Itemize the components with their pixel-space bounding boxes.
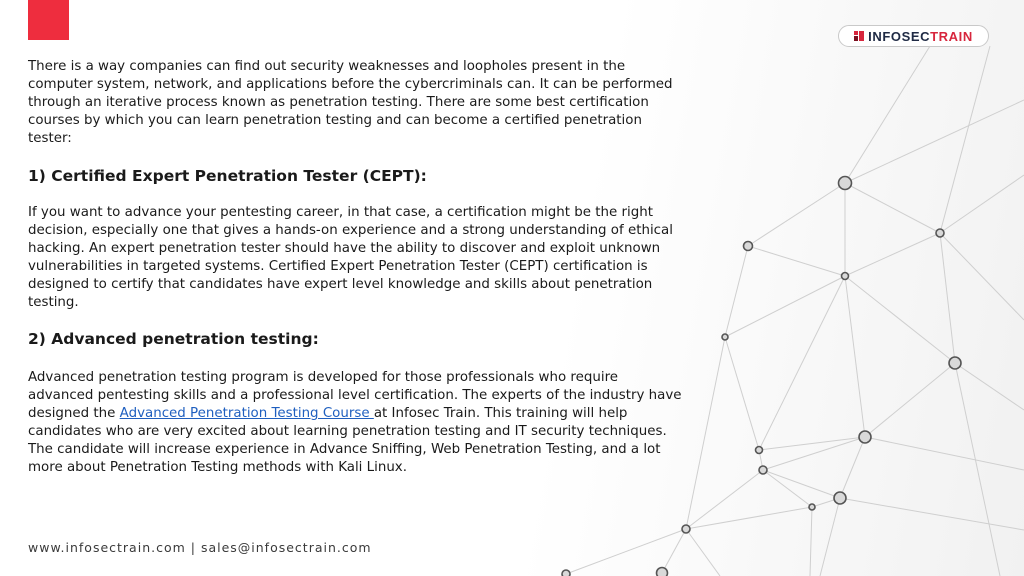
logo-text-train: TRAIN xyxy=(930,28,973,44)
section-heading-cept: 1) Certified Expert Penetration Tester (CEPT): xyxy=(28,167,427,185)
cept-paragraph: If you want to advance your pentesting career, in that case, a certification might be the right decision, especially one that gives a hands-on experience and a strong understanding of ethical hacking. An expert penetration tester should have the ability to discover and exploit unknown vulnerabilities in targeted systems. Certified Expert Penetration Tester (CEPT) certification is designed to certify that candidates have expert level knowledge and skills about penetration testing. xyxy=(28,205,673,310)
footer-contact: www.infosectrain.com | sales@infosectrain.com xyxy=(28,540,372,555)
section-heading-advanced: 2) Advanced penetration testing: xyxy=(28,330,319,348)
advanced-text-before: Advanced penetration testing program is developed for those professionals who require advanced pentesting skills and a professional level certification. The experts of the industry have designed the xyxy=(28,370,682,421)
intro-paragraph: There is a way companies can find out security weaknesses and loopholes present in the computer system, network, and applications before the cybercriminals can. It can be performed through an iterative process known as penetration testing. There are some best certification courses by which you can learn penetration testing and can become a certified penetration tester: xyxy=(28,59,673,146)
logo-text-infosec: INFOSEC xyxy=(868,28,931,44)
advanced-text-after: at Infosec Train. This training will help candidates who are very excited about learning penetration testing and IT security techniques. The candidate will increase experience in Advance Sniffing, Web Penetration Testing, and a lot more about Penetration Testing methods with Kali Linux. xyxy=(28,406,667,475)
advanced-paragraph xyxy=(28,369,686,477)
advanced-course-link[interactable]: Advanced Penetration Testing Course xyxy=(119,406,374,421)
